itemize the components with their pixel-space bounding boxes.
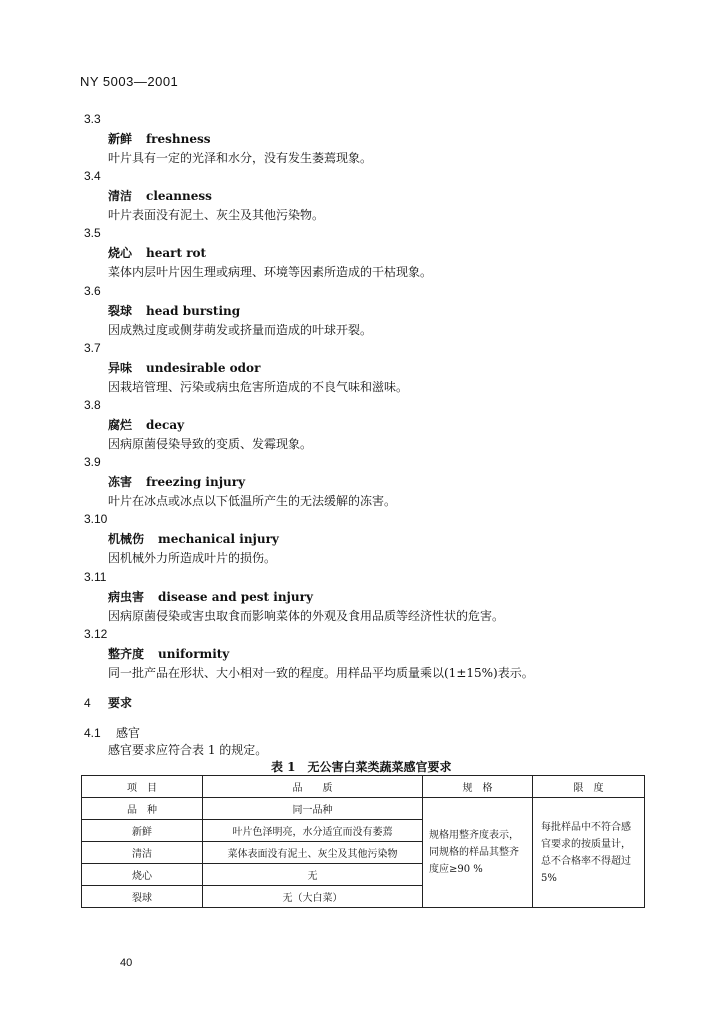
term-chinese: 冻害 xyxy=(108,475,133,489)
entry-definition: 因机械外力所造成叶片的损伤。 xyxy=(108,551,277,565)
table-cell-limit: 每批样品中不符合感官要求的按质量计，总不合格率不得超过 5% xyxy=(533,798,645,908)
table-cell-quality: 叶片色泽明亮，水分适宜而没有萎蔫 xyxy=(203,820,423,842)
entry-number: 3.7 xyxy=(84,341,101,355)
term-english: disease and pest injury xyxy=(158,590,313,604)
table-row xyxy=(82,798,645,820)
term-english: freshness xyxy=(146,132,211,146)
entry-term xyxy=(108,359,260,376)
table-cell-item: 烧心 xyxy=(82,864,203,886)
table-header-cell: 限 度 xyxy=(533,776,645,798)
entry-number: 3.3 xyxy=(84,112,101,126)
entry-definition: 因病原菌侵染或害虫取食而影响菜体的外观及食用品质等经济性状的危害。 xyxy=(108,609,505,623)
entry-term xyxy=(108,530,279,547)
entry-definition: 因栽培管理、污染或病虫危害所造成的不良气味和滋味。 xyxy=(108,380,409,394)
entry-term xyxy=(108,187,212,204)
entry-number: 3.4 xyxy=(84,169,101,183)
entry-definition: 叶片在冰点或冰点以下低温所产生的无法缓解的冻害。 xyxy=(108,494,397,508)
term-english: undesirable odor xyxy=(146,361,261,375)
table-cell-item: 品 种 xyxy=(82,798,203,820)
section-4-heading xyxy=(84,694,132,711)
table-cell-quality: 菜体表面没有泥土、灰尘及其他污染物 xyxy=(203,842,423,864)
table-header-cell: 项 目 xyxy=(82,776,203,798)
term-english: mechanical injury xyxy=(158,532,279,546)
term-chinese: 机械伤 xyxy=(108,532,145,546)
term-english: cleanness xyxy=(146,189,212,203)
table-header-cell: 品 质 xyxy=(203,776,423,798)
section-4-1-heading xyxy=(84,724,140,741)
table-cell-item: 新鲜 xyxy=(82,820,203,842)
table-cell-spec: 规格用整齐度表示，同规格的样品其整齐度应≥90 % xyxy=(423,798,533,908)
table-caption: 表 1 无公害白菜类蔬菜感官要求 xyxy=(271,760,452,774)
entry-definition: 因成熟过度或侧芽萌发或挤量而造成的叶球开裂。 xyxy=(108,323,373,337)
entry-definition: 叶片表面没有泥土、灰尘及其他污染物。 xyxy=(108,208,325,222)
term-chinese: 整齐度 xyxy=(108,647,145,661)
term-chinese: 腐烂 xyxy=(108,418,133,432)
entry-definition: 同一批产品在形状、大小相对一致的程度。用样品平均质量乘以(1±15%)表示。 xyxy=(108,666,534,680)
entry-number: 3.8 xyxy=(84,398,101,412)
document-header: NY 5003—2001 xyxy=(80,74,179,89)
term-english: heart rot xyxy=(146,246,207,260)
entry-term xyxy=(108,416,184,433)
section-title: 要求 xyxy=(108,696,133,710)
term-english: freezing injury xyxy=(146,475,246,489)
entry-term xyxy=(108,130,211,147)
term-english: decay xyxy=(146,418,185,432)
section-number: 4.1 xyxy=(84,726,101,740)
entry-number: 3.9 xyxy=(84,455,101,469)
section-title: 感官 xyxy=(116,726,141,740)
table-cell-quality: 无 xyxy=(203,864,423,886)
table-cell-item: 清洁 xyxy=(82,842,203,864)
term-english: uniformity xyxy=(158,647,230,661)
entry-term xyxy=(108,302,240,319)
entry-number: 3.10 xyxy=(84,512,108,526)
table-cell-item: 裂球 xyxy=(82,886,203,908)
table-header-cell: 规 格 xyxy=(423,776,533,798)
term-english: head bursting xyxy=(146,304,241,318)
entry-term xyxy=(108,588,313,605)
term-chinese: 裂球 xyxy=(108,304,133,318)
table-header-row xyxy=(82,776,645,798)
section-number: 4 xyxy=(84,696,91,710)
term-chinese: 病虫害 xyxy=(108,590,145,604)
section-4-1-text: 感官要求应符合表 1 的规定。 xyxy=(108,743,268,757)
table-cell-quality: 同一品种 xyxy=(203,798,423,820)
entry-number: 3.11 xyxy=(84,570,107,584)
entry-definition: 因病原菌侵染导致的变质、发霉现象。 xyxy=(108,437,313,451)
entry-definition: 菜体内层叶片因生理或病理、环境等因素所造成的干枯现象。 xyxy=(108,265,433,279)
entry-term xyxy=(108,645,229,662)
term-chinese: 异味 xyxy=(108,361,133,375)
entry-number: 3.12 xyxy=(84,627,108,641)
entry-term xyxy=(108,473,245,490)
entry-number: 3.5 xyxy=(84,226,101,240)
table-cell-quality: 无（大白菜） xyxy=(203,886,423,908)
entry-number: 3.6 xyxy=(84,284,101,298)
page-number: 40 xyxy=(120,957,133,969)
entry-definition: 叶片具有一定的光泽和水分，没有发生萎蔫现象。 xyxy=(108,151,373,165)
sensory-requirements-table xyxy=(81,775,645,908)
term-chinese: 烧心 xyxy=(108,246,133,260)
term-chinese: 新鲜 xyxy=(108,132,133,146)
term-chinese: 清洁 xyxy=(108,189,133,203)
entry-term xyxy=(108,244,206,261)
